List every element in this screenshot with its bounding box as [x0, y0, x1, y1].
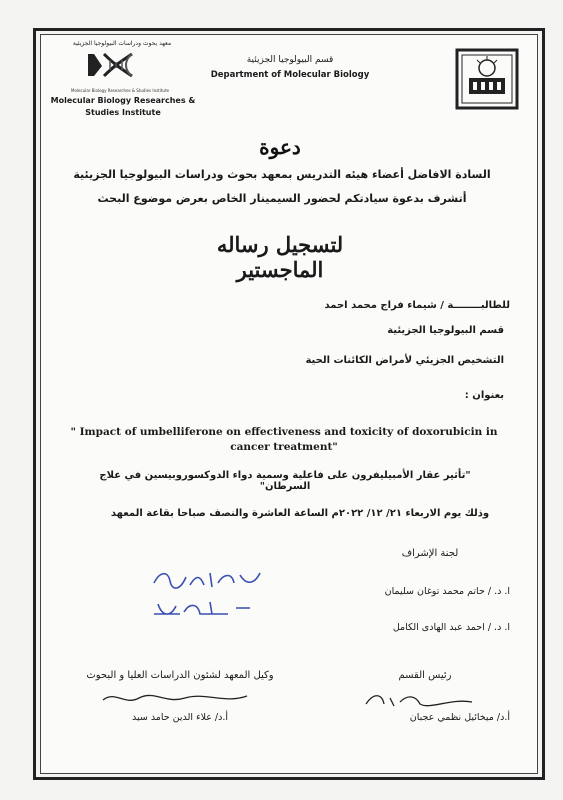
- institute-logo: [70, 40, 150, 90]
- department-head-label: رئيس القسم: [398, 670, 452, 681]
- vice-dean-label: وكيل المعهد لشئون الدراسات العليا و البحوث: [86, 670, 274, 681]
- institute-name-en-small: Molecular Biology Researches & Studies Institute: [71, 88, 169, 93]
- signature-member-1: [150, 565, 270, 595]
- invitation-line: أتشرف بدعوة سيادتكم لحضور السيمينار الخاص بعرض موضوع البحث: [97, 192, 467, 205]
- title-label: بعنوان :: [464, 390, 504, 401]
- specialization: التشخيص الجزيئي لأمراض الكائنات الحية: [305, 355, 504, 366]
- signature-department-head: [360, 688, 480, 712]
- committee-member-2: ا. د. / احمد عبد الهادى الكامل: [392, 622, 510, 633]
- institute-name-ar: معهد بحوث ودراسات البيولوجيا الجزيئية: [72, 40, 172, 47]
- signature-member-2: [150, 596, 260, 622]
- student-department: قسم البيولوجيا الجزيئية: [387, 325, 504, 336]
- invitation-title: دعوة: [259, 135, 301, 159]
- department-name-ar: قسم البيولوجيا الجزيئية: [246, 55, 334, 65]
- signature-vice-dean: [95, 686, 255, 712]
- institute-name-en: Molecular Biology Researches & Studies Institute: [50, 96, 196, 117]
- department-name-en: Department of Molecular Biology: [210, 70, 370, 80]
- committee-member-1: ا. د. / حاتم محمد توغان سليمان: [384, 586, 510, 597]
- thesis-title-ar: "تأثير عقار الأمبيليفرون على فاعلية وسمية دواء الدوكسوروبيسين في علاج السرطان": [99, 470, 471, 492]
- addressee-line: السادة الافاضل أعضاء هيئه التدريس بمعهد بحوث ودراسات البيولوجيا الجزيئية: [73, 168, 491, 181]
- thesis-title-en: " Impact of umbelliferone on effectiveness and toxicity of doxorubicin in cancer treatment": [70, 426, 498, 453]
- university-seal: [455, 48, 519, 110]
- department-head-name: أ.د/ ميخائيل نظمي عجبان: [409, 712, 510, 723]
- seminar-datetime: وذلك يوم الاربعاء ٢١/ ١٢/ ٢٠٢٢م الساعة العاشرة والنصف صباحا بقاعة المعهد: [110, 508, 490, 519]
- vice-dean-name: أ.د/ علاء الدين حامد سيد: [131, 712, 229, 723]
- student-name: للطالبــــــــة / شيماء فراج محمد احمد: [324, 300, 510, 311]
- committee-label: لجنة الإشراف: [401, 548, 459, 559]
- degree-heading: لتسجيل رساله الماجستير: [216, 232, 344, 282]
